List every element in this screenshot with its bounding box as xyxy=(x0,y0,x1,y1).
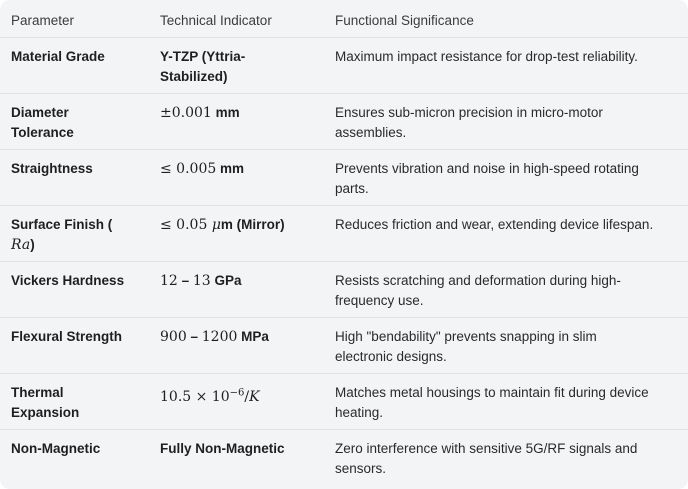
table-row xyxy=(0,261,688,318)
indicator-cell: Fully Non-Magnetic xyxy=(160,441,285,456)
significance-cell: Maximum impact resistance for drop-test reliability. xyxy=(335,49,638,64)
indicator-math-b: 1200 xyxy=(201,329,238,345)
table-row xyxy=(0,37,688,94)
indicator-cell xyxy=(160,327,320,347)
indicator-math-a: 900 xyxy=(160,329,187,345)
indicator-math-b: 13 xyxy=(192,273,211,289)
header-parameter: Parameter xyxy=(11,13,75,28)
indicator-unit: MPa xyxy=(241,329,269,344)
indicator-math: ±0.001 xyxy=(160,105,212,121)
indicator-math: ≤ 0.005 xyxy=(160,161,217,177)
parameter-cell: Vickers Hardness xyxy=(11,273,125,288)
parameter-cell: Material Grade xyxy=(11,49,105,64)
indicator-cell xyxy=(160,383,320,407)
parameter-math-var: Ra xyxy=(11,237,31,253)
indicator-math-exponent: −6 xyxy=(229,387,245,398)
indicator-cell xyxy=(160,103,320,123)
table-row xyxy=(0,149,688,206)
indicator-dash: – xyxy=(186,329,202,344)
indicator-math xyxy=(160,217,221,233)
indicator-math-base: 10.5 × 10 xyxy=(160,388,230,405)
parameter-cell: Thermal Expansion xyxy=(11,385,80,420)
significance-cell: Matches metal housings to maintain fit during device heating. xyxy=(335,385,649,420)
significance-cell: Ensures sub-micron precision in micro-motor assemblies. xyxy=(335,105,603,140)
parameter-cell: Non-Magnetic xyxy=(11,441,101,456)
indicator-cell xyxy=(160,159,320,179)
indicator-cell: Y-TZP (Yttria-Stabilized) xyxy=(160,49,246,84)
header-functional-significance: Functional Significance xyxy=(335,13,474,28)
indicator-unit: GPa xyxy=(214,273,242,288)
indicator-cell xyxy=(160,215,332,235)
indicator-math-slash: / xyxy=(244,388,250,405)
parameter-math xyxy=(11,237,30,253)
table-row xyxy=(0,317,688,374)
table-header-row xyxy=(0,0,688,38)
parameter-text: Surface Finish ( xyxy=(11,217,113,232)
significance-cell: Prevents vibration and noise in high-speed rotating parts. xyxy=(335,161,639,196)
indicator-math-a: 12 xyxy=(160,273,178,289)
parameter-text-suffix: ) xyxy=(30,237,35,252)
header-technical-indicator: Technical Indicator xyxy=(160,13,272,28)
indicator-unit: m (Mirror) xyxy=(220,217,285,232)
parameter-cell: Diameter Tolerance xyxy=(11,105,74,140)
parameter-cell: Flexural Strength xyxy=(11,329,123,344)
indicator-dash: – xyxy=(177,273,193,288)
significance-cell: Reduces friction and wear, extending device lifespan. xyxy=(335,217,654,232)
indicator-math-value: ≤ 0.05 xyxy=(160,217,208,233)
table-row xyxy=(0,429,688,489)
table-row xyxy=(0,205,688,262)
indicator-math-var: μ xyxy=(211,217,221,233)
indicator-cell xyxy=(160,271,320,291)
significance-cell: Resists scratching and deformation during high-frequency use. xyxy=(335,273,621,308)
indicator-math xyxy=(160,389,260,405)
parameter-cell xyxy=(11,215,131,255)
table-row xyxy=(0,93,688,150)
table-row xyxy=(0,373,688,430)
significance-cell: High "bendability" prevents snapping in slim electronic designs. xyxy=(335,329,597,364)
indicator-unit: mm xyxy=(220,161,245,176)
parameter-cell: Straightness xyxy=(11,161,93,176)
indicator-unit: mm xyxy=(215,105,240,120)
significance-cell: Zero interference with sensitive 5G/RF signals and sensors. xyxy=(335,441,638,476)
indicator-math-var: K xyxy=(249,388,260,405)
